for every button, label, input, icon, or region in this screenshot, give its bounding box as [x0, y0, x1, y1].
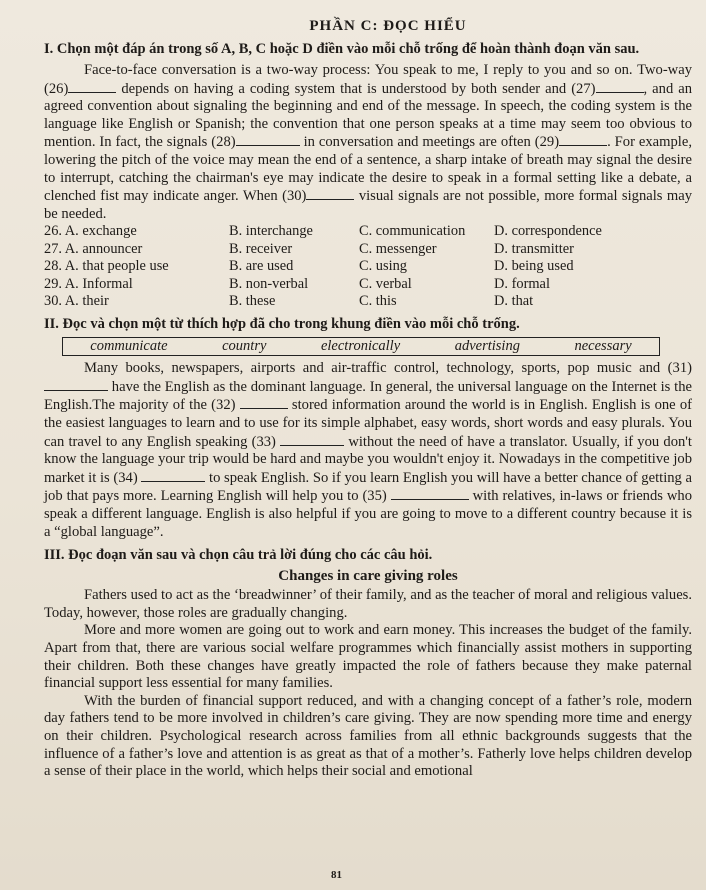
option-a[interactable]: 26. A. exchange [44, 223, 137, 240]
option-c[interactable]: C. messenger [359, 240, 437, 257]
option-d[interactable]: D. correspondence [494, 223, 602, 240]
reading-paragraph: With the burden of financial support reduced, and with a changing concept of a father’s role, modern day fathers tend to be more involved in children’s care giving. They are now spending more time and energy on their children. Psychological research across families from all ethnic backgrounds suggests that the influence of a father’s love and attention is as great as that of a mother’s. Fatherly love helps children develop a sense of their place in the world, which helps their social and emotional [44, 692, 692, 780]
option-b[interactable]: B. receiver [229, 240, 293, 257]
option-b[interactable]: B. these [229, 292, 276, 309]
passage-text: have the English as the dominant language. In general, the universal language on the Internet is the English.The majority of the (32) [44, 378, 692, 414]
question-row [44, 293, 684, 310]
part2-instruction: II. Đọc và chọn một từ thích hợp đã cho trong khung điền vào mỗi chỗ trống. [44, 316, 520, 333]
word-option[interactable]: communicate [90, 338, 168, 355]
passage-text: Face-to-face conversation is a two-way process: You speak to me, I reply to you and so on. Two-way (26) [44, 62, 692, 97]
part2-passage [44, 360, 692, 541]
question-row [44, 258, 684, 275]
question-row [44, 223, 684, 240]
word-option[interactable]: advertising [454, 338, 520, 355]
page-number: 81 [331, 869, 342, 881]
blank-30[interactable] [306, 187, 354, 200]
option-b[interactable]: B. interchange [229, 223, 313, 240]
blank-27[interactable] [596, 80, 644, 93]
word-option[interactable]: country [222, 338, 267, 355]
question-row [44, 241, 684, 258]
part1-instruction: I. Chọn một đáp án trong số A, B, C hoặc D điền vào mỗi chỗ trống để hoàn thành đoạn văn sau. [44, 41, 640, 57]
word-box [62, 337, 660, 356]
passage-text: , and an agreed convention about signaling the beginning and end of the message. In speech, the coding system is the language like English or Spanish; the convention that one person speaks at a time may seem too obvious to mention. In fact, the signals (28) [44, 80, 693, 151]
option-d[interactable]: D. formal [494, 275, 550, 292]
option-a[interactable]: 27. A. announcer [44, 240, 143, 257]
passage-text: visual signals are not possible, more formal signals may be needed. [44, 188, 692, 222]
reading-paragraph: More and more women are going out to work and earn money. This increases the budget of the family. Apart from that, there are various social welfare programmes which financially assist mothers in supporting their children. Both these changes have greatly impacted the role of fathers because they make paternal financial support less essential for many families. [44, 622, 692, 692]
word-option[interactable]: electronically [320, 338, 401, 355]
question-row [44, 276, 684, 293]
option-a[interactable]: 28. A. that people use [44, 258, 169, 275]
passage-text: . For example, lowering the pitch of the voice may mean the end of a sentence, a sharp intake of breath may signal the desire to interrupt, catching the chairman's eye may indicate the desire to speak in a formal setting like a debate, a clenched fist may indicate anger. When (30) [44, 134, 692, 205]
blank-28[interactable] [236, 133, 300, 146]
passage-text: with relatives, in-laws or friends who speak a different language. English is also helpful if you are going to move to a different country because it is a “global language”. [44, 488, 693, 540]
passage-text: Many books, newspapers, airports and air-traffic control, technology, sports, pop music and (31) [84, 360, 692, 377]
blank-29[interactable] [559, 133, 607, 146]
option-a[interactable]: 30. A. their [44, 292, 109, 309]
word-option[interactable]: necessary [574, 338, 632, 355]
blank-33[interactable] [280, 433, 344, 446]
passage-text: depends on having a coding system that is understood by both sender and (27) [116, 80, 596, 97]
blank-35[interactable] [391, 487, 469, 500]
option-c[interactable]: C. verbal [359, 275, 412, 292]
passage-text: to speak English. So if you learn English you will have a better chance of getting a job that pays more. Learning English will help you to (35) [44, 469, 692, 505]
option-d[interactable]: D. that [494, 292, 534, 309]
passage-text: without the need of have a translator. Usually, if you don't know the language your trip would be hard and maybe you wouldn't enjoy it. Nowadays in the competitive job market it is (34) [44, 433, 692, 486]
section-title: PHẦN C: ĐỌC HIỂU [309, 18, 467, 34]
reading-paragraph: Fathers used to act as the ‘breadwinner’ of their family, and as the teacher of moral and religious values. Today, however, those roles are gradually changing. [44, 587, 692, 621]
blank-31[interactable] [44, 378, 108, 391]
passage-text: in conversation and meetings are often (29) [299, 134, 560, 151]
blank-32[interactable] [240, 396, 288, 409]
option-c[interactable]: C. this [359, 292, 397, 309]
part1-passage [44, 62, 692, 223]
option-b[interactable]: B. are used [229, 258, 294, 275]
passage-text: stored information around the world is in English. English is one of the easiest languages to learn and to use for its simple alphabet, easy words, short words and easy plurals. You can travel to any English speaking (33) [44, 397, 692, 450]
part3-instruction: III. Đọc đoạn văn sau và chọn câu trả lời đúng cho các câu hỏi. [44, 547, 433, 564]
reading-title: Changes in care giving roles [278, 568, 458, 585]
blank-26[interactable] [68, 80, 116, 93]
option-d[interactable]: D. being used [494, 258, 574, 275]
option-d[interactable]: D. transmitter [494, 240, 574, 257]
blank-34[interactable] [141, 469, 205, 482]
option-c[interactable]: C. communication [359, 223, 466, 240]
option-a[interactable]: 29. A. Informal [44, 275, 133, 292]
option-c[interactable]: C. using [359, 258, 407, 275]
options-table [44, 223, 684, 310]
option-b[interactable]: B. non-verbal [229, 275, 309, 292]
